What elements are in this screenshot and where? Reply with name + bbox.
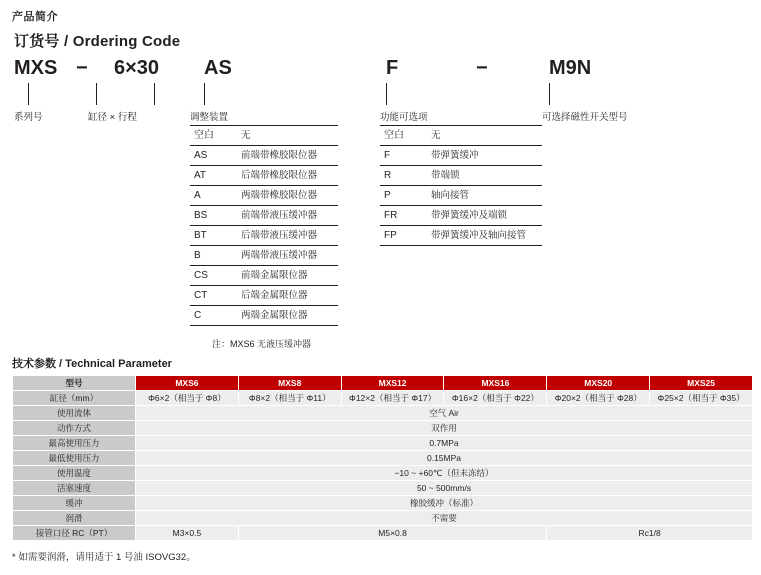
leader-line [96,83,97,105]
option-description: 后端带液压缓冲器 [237,226,338,246]
tech-cell: M5×0.8 [238,526,546,541]
ordering-code-label: 可选择磁性开关型号 [542,112,628,123]
tech-column-header: MXS20 [547,376,650,391]
tech-cell: −10 ~ +60℃（但未冻结） [136,466,753,481]
tech-column-header: MXS16 [444,376,547,391]
option-code: BT [190,226,237,246]
option-description: 后端带橡胶限位器 [237,166,338,186]
option-description: 带弹簧缓冲及端锁 [427,206,542,226]
ordering-code-label: 系列号 [14,112,43,123]
option-code: 空白 [190,126,237,146]
tech-row-label: 使用温度 [13,466,136,481]
table-row [13,421,753,436]
leader-line [204,83,205,105]
table-row [190,166,338,186]
table-row [13,436,753,451]
tech-row-label: 接管口径 RC（PT） [13,526,136,541]
option-description: 后端金属限位器 [237,286,338,306]
tech-header-label: 型号 [13,376,136,391]
table-row [190,246,338,266]
table-row [13,391,753,406]
tech-cell: Rc1/8 [547,526,753,541]
tech-cell: 空气 Air [136,406,753,421]
ordering-code-section [14,30,751,355]
option-code: FP [380,226,427,246]
table-row [380,166,542,186]
tech-row-label: 使用流体 [13,406,136,421]
option-code: CS [190,266,237,286]
tech-cell: Φ6×2（相当于 Φ8） [136,391,239,406]
tech-cell: 橡胶缓冲（标准） [136,496,753,511]
option-code: 空白 [380,126,427,146]
option-code: P [380,186,427,206]
table-row [13,451,753,466]
option-code: BS [190,206,237,226]
option-table-note: 注：MXS6 无液压缓冲器 [212,339,312,349]
table-row [190,126,338,146]
tech-column-header: MXS6 [136,376,239,391]
table-row [13,496,753,511]
table-row [190,226,338,246]
option-code: A [190,186,237,206]
ordering-code-label: 调整装置 [190,112,229,123]
table-row [13,466,753,481]
tech-cell: 不需要 [136,511,753,526]
tech-cell: 0.15MPa [136,451,753,466]
option-table-function-option [380,125,542,246]
option-tables [14,125,751,355]
table-row [190,186,338,206]
option-description: 两端带橡胶限位器 [237,186,338,206]
option-description: 前端带橡胶限位器 [237,146,338,166]
tech-cell: M3×0.5 [136,526,239,541]
tech-row-label: 动作方式 [13,421,136,436]
tech-cell: Φ16×2（相当于 Φ22） [444,391,547,406]
table-row [190,286,338,306]
table-row [380,146,542,166]
table-row [190,266,338,286]
tech-row-label: 活塞速度 [13,481,136,496]
table-row [190,146,338,166]
leader-line [549,83,550,105]
footnote: * 如需要润滑，请用适于 1 号油 ISOVG32。 [12,552,196,563]
option-description: 两端金属限位器 [237,306,338,326]
tech-cell: 双作用 [136,421,753,436]
ordering-code-token: − [476,57,488,79]
ordering-code-label: 缸径 × 行程 [88,112,137,123]
ordering-code-labels [14,109,751,125]
tech-header-row [13,376,753,391]
option-description: 两端带液压缓冲器 [237,246,338,266]
tech-column-header: MXS8 [238,376,341,391]
ordering-code-label: 功能可选项 [380,112,428,123]
ordering-code-ticks [14,83,751,109]
ordering-code-title: 订货号 / Ordering Code [14,33,181,50]
option-code: B [190,246,237,266]
table-row [380,226,542,246]
table-row [190,206,338,226]
table-row [380,186,542,206]
table-row [380,206,542,226]
tech-cell: Φ8×2（相当于 Φ11） [238,391,341,406]
option-code: FR [380,206,427,226]
leader-line [28,83,29,105]
table-row [13,511,753,526]
table-row [380,126,542,146]
tech-row-label: 最高使用压力 [13,436,136,451]
tech-parameter-title: 技术参数 / Technical Parameter [12,358,172,370]
option-code: R [380,166,427,186]
option-description: 带弹簧缓冲 [427,146,542,166]
tech-row-label: 缓冲 [13,496,136,511]
tech-cell: 0.7MPa [136,436,753,451]
ordering-code-token: − [76,57,88,79]
option-code: C [190,306,237,326]
tech-column-header: MXS12 [341,376,444,391]
tech-column-header: MXS25 [650,376,753,391]
option-description: 无 [237,126,338,146]
table-row [13,481,753,496]
option-code: CT [190,286,237,306]
tech-row-label: 最低使用压力 [13,451,136,466]
table-row [13,406,753,421]
option-description: 轴向接管 [427,186,542,206]
option-description: 带弹簧缓冲及轴向接管 [427,226,542,246]
ordering-code-token: MXS [14,57,58,79]
table-row [190,306,338,326]
leader-line [386,83,387,105]
tech-cell: Φ20×2（相当于 Φ28） [547,391,650,406]
page-title: 产品简介 [12,11,58,23]
option-description: 带端锁 [427,166,542,186]
ordering-code-row [14,57,751,83]
ordering-code-token: 6×30 [114,57,160,79]
tech-cell: Φ25×2（相当于 Φ35） [650,391,753,406]
tech-cell: 50 ~ 500mm/s [136,481,753,496]
ordering-code-token: AS [204,57,232,79]
table-row [13,526,753,541]
ordering-code-token: F [386,57,399,79]
ordering-code-token: M9N [549,57,592,79]
option-table-adjust-device [190,125,338,326]
option-code: AS [190,146,237,166]
tech-parameter-table [12,375,753,541]
tech-row-label: 缸径（mm） [13,391,136,406]
option-code: F [380,146,427,166]
tech-row-label: 润滑 [13,511,136,526]
leader-line [154,83,155,105]
option-description: 前端带液压缓冲器 [237,206,338,226]
option-description: 前端金属限位器 [237,266,338,286]
option-description: 无 [427,126,542,146]
tech-cell: Φ12×2（相当于 Φ17） [341,391,444,406]
option-code: AT [190,166,237,186]
